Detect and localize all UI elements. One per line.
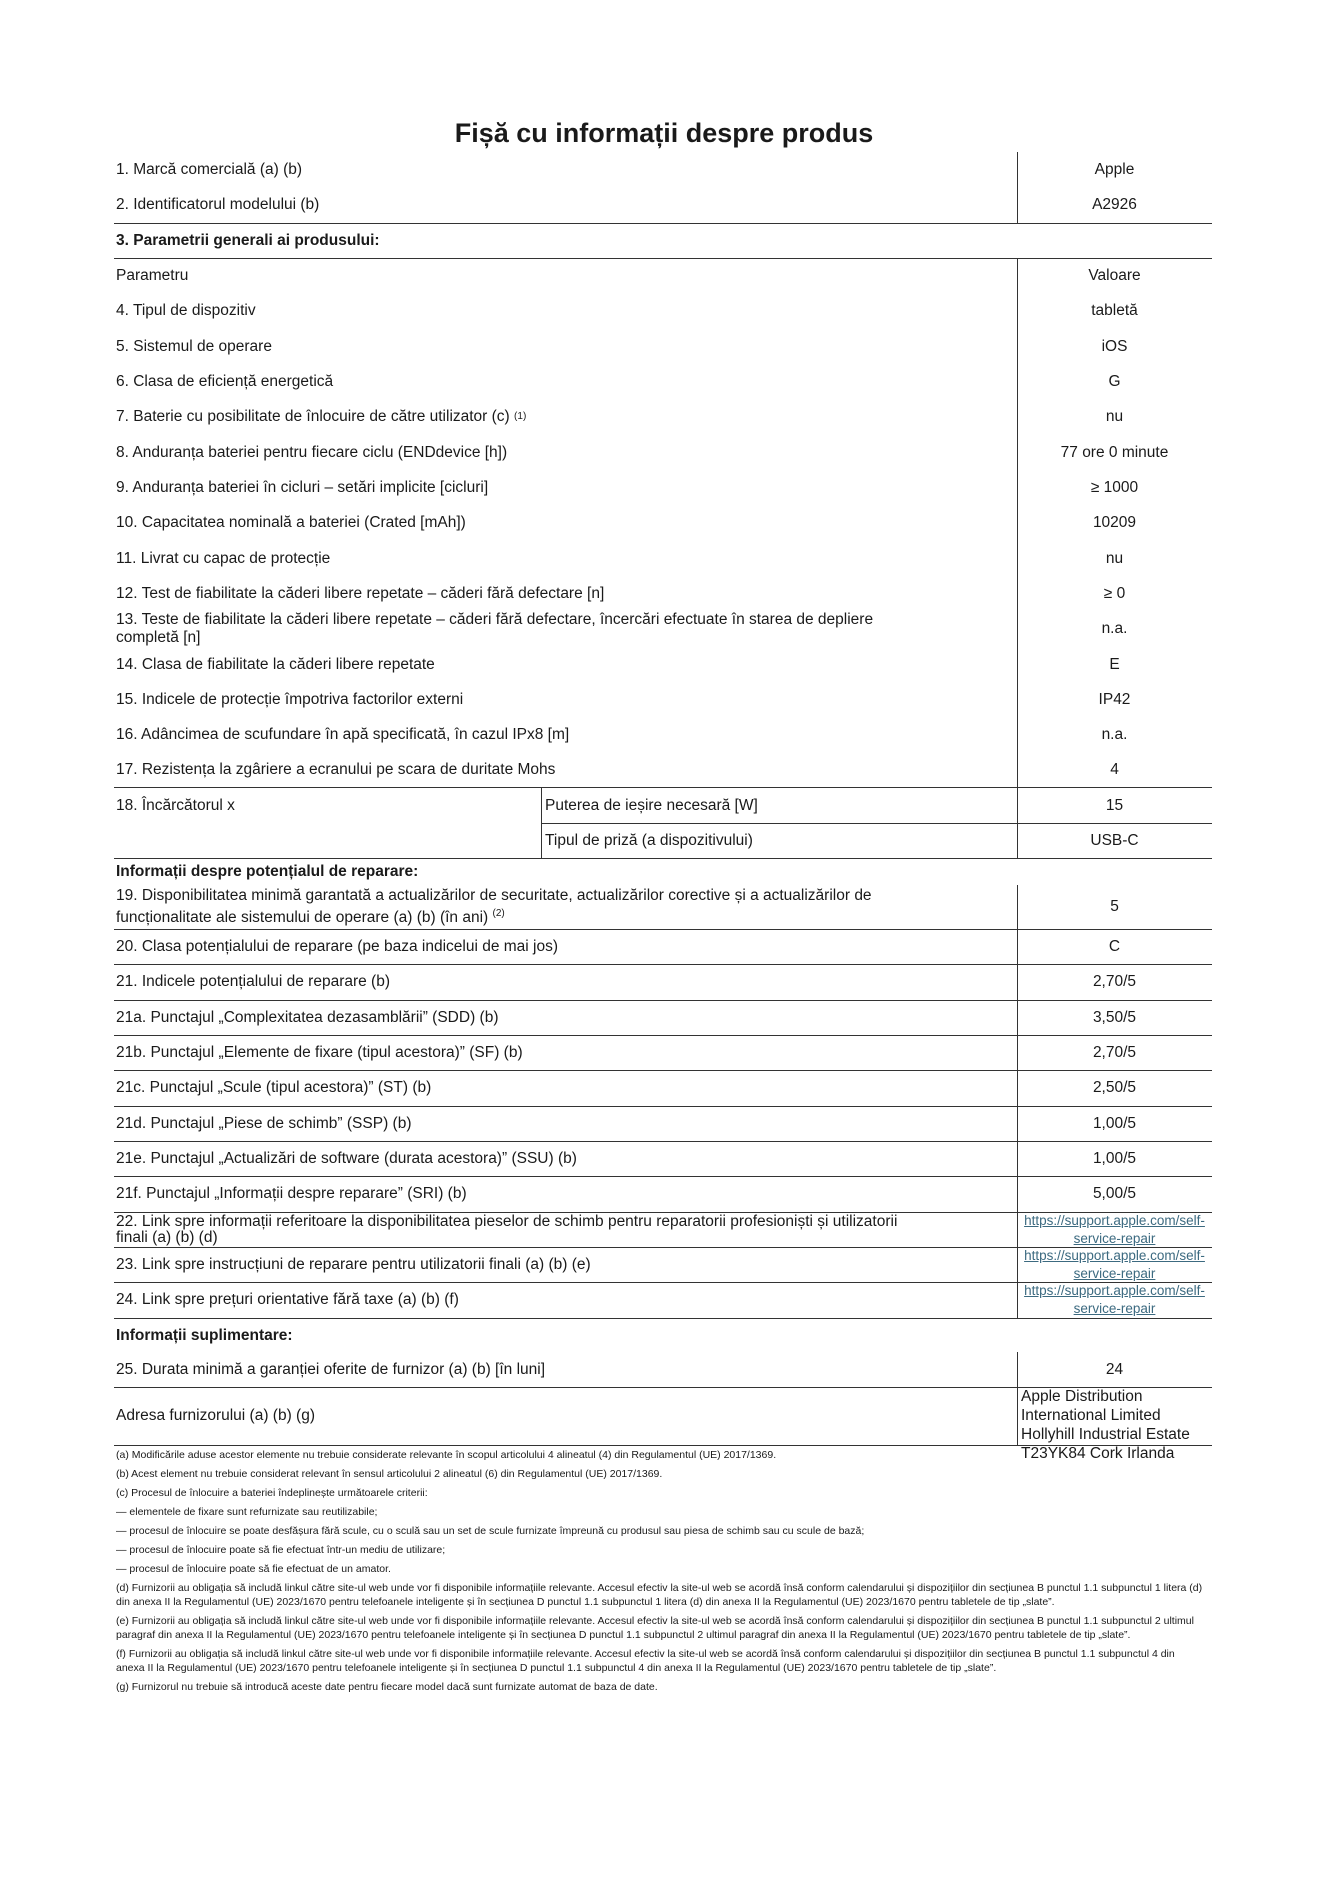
repair-header	[114, 859, 1212, 885]
battery-cycles-label: 9. Anduranța bateriei în cicluri – setări implicite [cicluri]	[116, 478, 489, 496]
charger-block	[114, 787, 1212, 859]
repair-class-value: C	[1108, 937, 1121, 955]
footnote-c: (c) Procesul de înlocuire a bateriei îndeplinește următoarele criterii:	[116, 1487, 428, 1499]
charger-power-label: Puterea de ieșire necesară [W]	[545, 796, 758, 814]
score-sdd-label: 21a. Punctajul „Complexitatea dezasamblării” (SDD) (b)	[116, 1008, 499, 1026]
extra-info-title: Informații suplimentare:	[116, 1327, 293, 1344]
score-sri-value: 5,00/5	[1092, 1185, 1137, 1202]
device-type-value: tabletă	[1091, 302, 1138, 319]
supplier-address-value	[1017, 1387, 1216, 1462]
battery-endurance-label: 8. Anduranța bateriei pentru fiecare ciclu (ENDdevice [h])	[116, 443, 508, 461]
battery-replace-label: 7. Baterie cu posibilitate de înlocuire de către utilizator (c) (1)	[116, 408, 527, 425]
repair-class-row	[114, 929, 1212, 965]
charger-socket-value: USB-C	[1090, 831, 1139, 849]
footnote-a: (a) Modificările aduse acestor elemente nu trebuie considerate relevante în scopul articolului 4 alineatul (4) din Regulamentul (UE) 2017/1369.	[116, 1449, 777, 1461]
score-sf-value: 2,70/5	[1092, 1043, 1137, 1061]
footnote-e: (e) Furnizorii au obligația să includă linkul către site-ul web unde vor fi disponibile informațiile relevante. Accesul efectiv la site-ul web se acordă însă conform calendarului și dispozițiilor din secțiunea B punctul 1.1 subpunctul 2 ultimul paragraf din anexa II la Regulamentul (UE) 2023/1670 pentru telefoanele inteligente și în secțiunea D punctul 1.1 subpunctul 2 ultimul paragraf din anexa II la Regulamentul (UE) 2023/1670 pentru tabletele de tip „slate”.	[116, 1615, 1194, 1641]
repair-instructions-label: 23. Link spre instrucțiuni de reparare pentru utilizatorii finali (a) (b) (e)	[116, 1255, 591, 1273]
charger-label: 18. Încărcătorul x	[116, 797, 235, 814]
model-value: A2926	[1092, 196, 1137, 213]
drop-class-label: 14. Clasa de fiabilitate la căderi libere repetate	[116, 655, 435, 673]
footnote-c-4: — procesul de înlocuire poate să fie efectuat de un amator.	[116, 1563, 391, 1575]
score-st-value: 2,50/5	[1092, 1079, 1137, 1096]
footnote-marker-1: (1)	[514, 411, 527, 422]
model-label: 2. Identificatorul modelului (b)	[116, 196, 320, 213]
ip-rating-value: IP42	[1098, 690, 1131, 708]
protective-case-value: nu	[1105, 549, 1124, 567]
footnote-f: (f) Furnizorii au obligația să includă linkul către site-ul web unde vor fi disponibile informațiile relevante. Accesul efectiv la site-ul web se acordă însă conform calendarului și dispozițiilor din secțiunea B punctul 1.1 subpunctul 4 din anexa II la Regulamentul (UE) 2023/1670 pentru telefoanele inteligente și în secțiunea D punctul 1.1 subpunctul 4 din anexa II la Regulamentul (UE) 2023/1670 pentru tabletele de tip „slate”.	[116, 1648, 1175, 1674]
supplier-address-line2: Hollyhill Industrial Estate	[1021, 1426, 1190, 1443]
params-block	[114, 258, 1212, 787]
score-ssu-value: 1,00/5	[1092, 1149, 1137, 1167]
general-params-title: 3. Parametrii generali ai produsului:	[116, 231, 380, 249]
score-sri-label: 21f. Punctajul „Informații despre reparare” (SRI) (b)	[116, 1185, 467, 1202]
footnote-marker-2: (2)	[492, 907, 505, 919]
repair-index-label: 21. Indicele potențialului de reparare (b)	[116, 973, 391, 990]
score-sdd-value: 3,50/5	[1092, 1008, 1137, 1026]
immersion-depth-value: n.a.	[1101, 725, 1128, 743]
repair-class-label: 20. Clasa potențialului de reparare (pe baza indicelui de mai jos)	[116, 937, 559, 955]
repair-index-value: 2,70/5	[1092, 973, 1137, 990]
scratch-resistance-label: 17. Rezistența la zgâriere a ecranului pe scara de duritate Mohs	[116, 760, 556, 778]
energy-class-value: G	[1108, 372, 1121, 390]
repair-instructions-row	[114, 1247, 1212, 1283]
param-header-label: Parametru	[116, 266, 189, 284]
os-value: iOS	[1101, 337, 1128, 355]
drop-test-value: ≥ 0	[1103, 584, 1126, 602]
extra-info-header	[114, 1320, 1212, 1352]
charger-power-value: 15	[1105, 796, 1124, 814]
protective-case-label: 11. Livrat cu capac de protecție	[116, 549, 331, 567]
score-ssp-value: 1,00/5	[1092, 1114, 1137, 1132]
os-label: 5. Sistemul de operare	[116, 337, 272, 355]
charger-socket-label: Tipul de priză (a dispozitivului)	[545, 831, 753, 849]
spare-parts-link[interactable]: https://support.apple.com/self-service-repair	[1024, 1212, 1205, 1246]
score-sf-row	[114, 1035, 1212, 1071]
prices-link[interactable]: https://support.apple.com/self-service-repair	[1024, 1283, 1205, 1316]
repair-header-title: Informații despre potențialul de reparare:	[116, 863, 419, 880]
brand-label: 1. Marcă comercială (a) (b)	[116, 160, 303, 178]
score-ssu-row	[114, 1141, 1212, 1177]
score-sf-label: 21b. Punctajul „Elemente de fixare (tipul acestora)” (SF) (b)	[116, 1043, 523, 1061]
brand-model-block	[114, 152, 1212, 224]
drop-class-value: E	[1109, 655, 1120, 673]
drop-test-label: 12. Test de fiabilitate la căderi libere repetate – căderi fără defectare [n]	[116, 584, 605, 602]
score-ssu-label: 21e. Punctajul „Actualizări de software (durata acestora)” (SSU) (b)	[116, 1149, 577, 1167]
footnote-c-1: — elementele de fixare sunt refurnizate sau reutilizabile;	[116, 1506, 378, 1518]
general-params-header	[114, 223, 1212, 259]
score-st-row	[114, 1070, 1212, 1107]
repair-index-row	[114, 964, 1212, 1001]
scratch-resistance-value: 4	[1110, 760, 1119, 778]
warranty-value: 24	[1105, 1360, 1124, 1378]
page-title: Fișă cu informații despre produs	[454, 118, 874, 148]
os-updates-value: 5	[1110, 898, 1119, 915]
footnote-c-2: — procesul de înlocuire se poate desfășura fără scule, cu o sculă sau un set de scule furnizate împreună cu produsul sau piesa de schimb sau cu scule de bază;	[116, 1525, 865, 1537]
battery-capacity-value: 10209	[1092, 514, 1137, 531]
footnotes	[116, 1448, 1206, 1699]
supplier-address-line1: Apple Distribution International Limited	[1021, 1388, 1161, 1424]
param-header-value: Valoare	[1088, 266, 1141, 284]
drop-test-unfolded-value: n.a.	[1101, 620, 1128, 637]
score-ssp-row	[114, 1106, 1212, 1142]
battery-replace-value: nu	[1105, 408, 1124, 425]
score-st-label: 21c. Punctajul „Scule (tipul acestora)” (ST) (b)	[116, 1079, 432, 1096]
repair-instructions-link[interactable]: https://support.apple.com/self-service-repair	[1024, 1247, 1205, 1281]
os-updates-row	[114, 885, 1212, 930]
footnote-d: (d) Furnizorii au obligația să includă linkul către site-ul web unde vor fi disponibile informațiile relevante. Accesul efectiv la site-ul web se acordă însă conform calendarului și dispozițiilor din secțiunea B punctul 1.1 subpunctul 1 litera (d) din anexa II la Regulamentul (UE) 2023/1670 pentru telefoanele inteligente și în secțiunea D punctul 1.1 subpunctul 1 litera (d) din anexa II la Regulamentul (UE) 2023/1670 pentru tabletele de tip „slate”.	[116, 1582, 1203, 1608]
ip-rating-label: 15. Indicele de protecție împotriva factorilor externi	[116, 690, 464, 708]
score-ssp-label: 21d. Punctajul „Piese de schimb” (SSP) (b)	[116, 1114, 412, 1132]
os-updates-label: 19. Disponibilitatea minimă garantată a actualizărilor de securitate, actualizărilor corective și a actualizărilor de funcționalitate ale sistemului de operare (a) (b) (în ani) $^{(2)}$	[116, 886, 872, 927]
supplier-address-label: Adresa furnizorului (a) (b) (g)	[116, 1407, 315, 1424]
immersion-depth-label: 16. Adâncimea de scufundare în apă specificată, în cazul IPx8 [m]	[116, 725, 570, 743]
prices-row	[114, 1282, 1212, 1319]
warranty-label: 25. Durata minimă a garanției oferite de furnizor (a) (b) [în luni]	[116, 1360, 546, 1378]
score-sri-row	[114, 1176, 1212, 1213]
warranty-row	[114, 1352, 1212, 1388]
drop-test-unfolded-label: 13. Teste de fiabilitate la căderi libere repetate – căderi fără defectare, încercări efectuate în starea de depliere completă [n]	[116, 611, 874, 646]
footnote-c-3: — procesul de înlocuire poate să fie efectuat într-un mediu de utilizare;	[116, 1544, 446, 1556]
brand-value: Apple	[1094, 160, 1135, 178]
battery-capacity-label: 10. Capacitatea nominală a bateriei (Crated [mAh])	[116, 514, 466, 531]
spare-parts-label: 22. Link spre informații referitoare la disponibilitatea pieselor de schimb pentru reparatorii profesioniști și utilizatorii finali (a) (b) (d)	[116, 1212, 898, 1246]
score-sdd-row	[114, 1000, 1212, 1036]
supplier-address-line3: T23YK84 Cork Irlanda	[1021, 1445, 1175, 1462]
prices-label: 24. Link spre prețuri orientative fără taxe (a) (b) (f)	[116, 1291, 459, 1308]
spare-parts-row	[114, 1212, 1212, 1248]
battery-endurance-value: 77 ore 0 minute	[1060, 443, 1169, 461]
footnote-b: (b) Acest element nu trebuie considerat relevant în sensul articolului 2 alineatul (6) din Regulamentul (UE) 2017/1369.	[116, 1468, 663, 1480]
battery-cycles-value: ≥ 1000	[1090, 478, 1139, 496]
device-type-label: 4. Tipul de dispozitiv	[116, 302, 256, 319]
footnote-g: (g) Furnizorul nu trebuie să introducă aceste date pentru fiecare model dacă sunt furnizate automat de baza de date.	[116, 1681, 658, 1693]
energy-class-label: 6. Clasa de eficiență energetică	[116, 372, 334, 390]
